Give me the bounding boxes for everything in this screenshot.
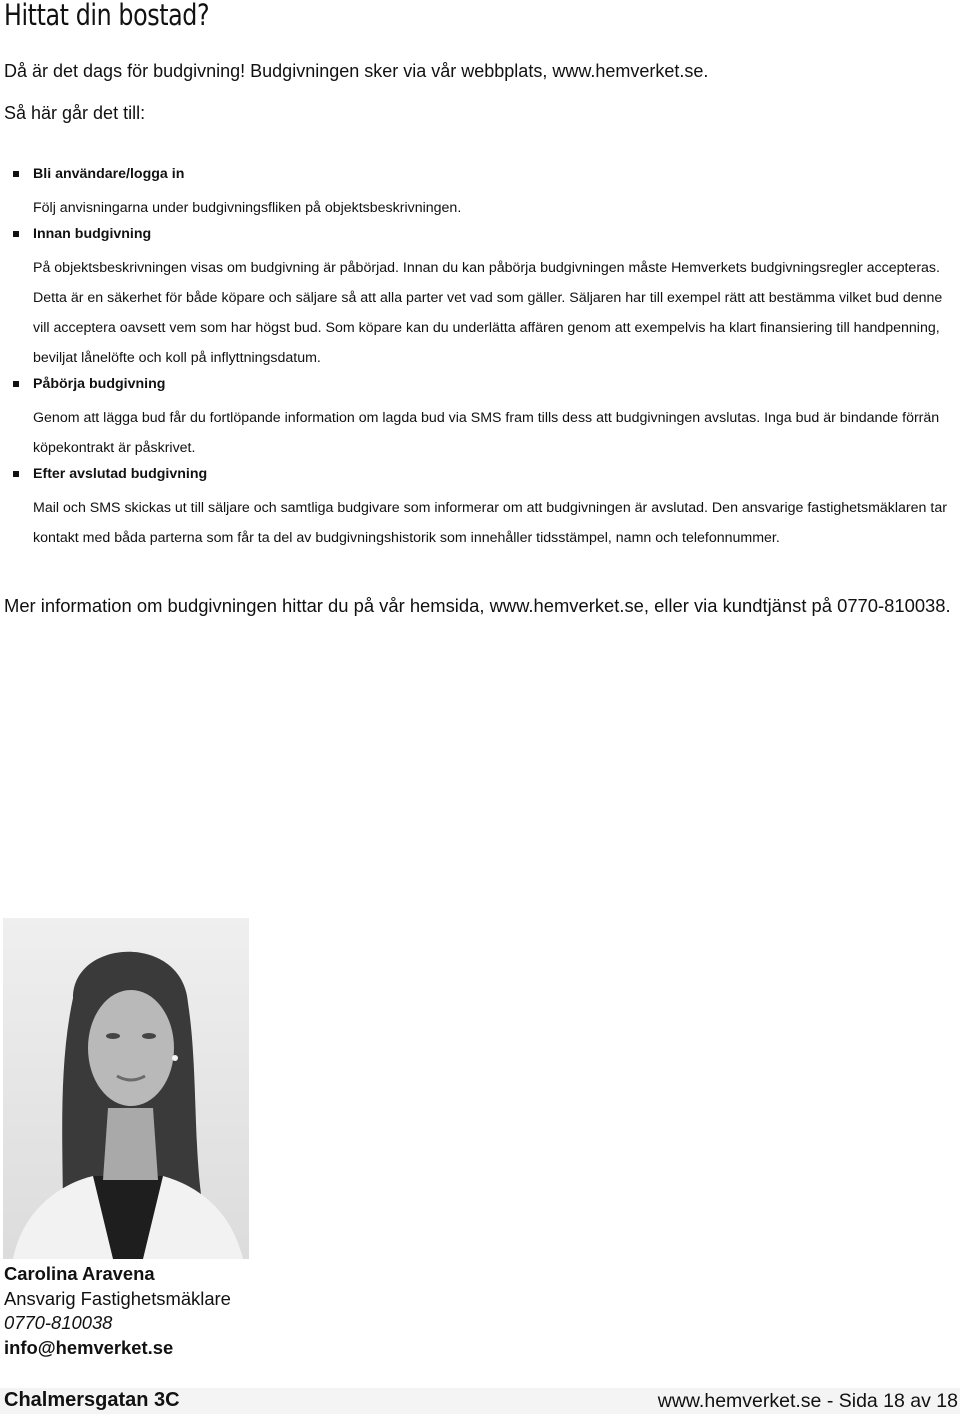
step-item	[12, 373, 960, 463]
step-heading	[12, 163, 960, 193]
footer-address: Chalmersgatan 3C	[4, 1389, 180, 1411]
intro-subheading: Så här går det till:	[4, 103, 146, 123]
footer-page-info	[658, 1390, 958, 1413]
step-heading-text: Efter avslutad budgivning	[33, 466, 208, 482]
page-title: Hittat din bostad?	[4, 0, 210, 32]
footer-page-number: - Sida 18 av 18	[821, 1390, 958, 1412]
step-heading	[12, 373, 960, 403]
step-item	[12, 463, 960, 553]
contact-phone: 0770-810038	[4, 1312, 113, 1333]
step-body: Mail och SMS skickas ut till säljare och samtliga budgivare som informerar om att budgivningen är avslutad. Den ansvarige fastighetsmäklaren tar kontakt med båda parterna som får ta del av budgivningshistorik som innehåller tidsstämpel, namn och telefonnummer.	[33, 500, 947, 546]
step-item	[12, 223, 960, 373]
contact-email-link[interactable]: info@hemverket.se	[4, 1336, 174, 1358]
step-body: På objektsbeskrivningen visas om budgivning är påbörjad. Innan du kan påbörja budgivningen måste Hemverkets budgivningsregler accepteras. Detta är en säkerhet för både köpare och säljare så att alla parter vet vad som gäller. Säljaren har till exempel rätt att bestämma vilket bud denne vill acceptera oavsett vem som har högst bud. Som köpare kan du underlätta affären genom att exempelvis ha klart finansiering till handpenning, beviljat lånelöfte och koll på inflyttningsdatum.	[33, 260, 943, 366]
footer-website-link[interactable]: www.hemverket.se	[657, 1390, 822, 1412]
square-bullet-icon	[13, 471, 19, 477]
step-heading-text: Bli användare/logga in	[33, 166, 185, 182]
contact-card	[4, 1262, 231, 1360]
contact-name: Carolina Aravena	[4, 1263, 155, 1284]
more-info-text: Mer information om budgivningen hittar du på vår hemsida, www.hemverket.se, eller via kundtjänst på 0770-810038.	[4, 595, 951, 616]
square-bullet-icon	[13, 381, 19, 387]
step-heading-text: Innan budgivning	[33, 226, 152, 242]
step-body: Genom att lägga bud får du fortlöpande information om lagda bud via SMS fram tills dess att budgivningen avslutas. Inga bud är bindande förrän köpekontrakt är påskrivet.	[33, 410, 940, 456]
square-bullet-icon	[13, 231, 19, 237]
square-bullet-icon	[13, 171, 19, 177]
agent-portrait-image	[3, 918, 249, 1259]
step-heading	[12, 463, 960, 493]
step-heading	[12, 223, 960, 253]
contact-role: Ansvarig Fastighetsmäklare	[4, 1287, 231, 1309]
step-item	[12, 163, 960, 223]
step-body: Följ anvisningarna under budgivningsfliken på objektsbeskrivningen.	[33, 200, 462, 216]
intro-text: Då är det dags för budgivning! Budgivningen sker via vår webbplats, www.hemverket.se.	[4, 61, 709, 81]
agent-photo	[3, 918, 249, 1259]
steps-list	[12, 163, 960, 553]
step-heading-text: Påbörja budgivning	[33, 376, 166, 392]
page-footer	[0, 1388, 960, 1414]
